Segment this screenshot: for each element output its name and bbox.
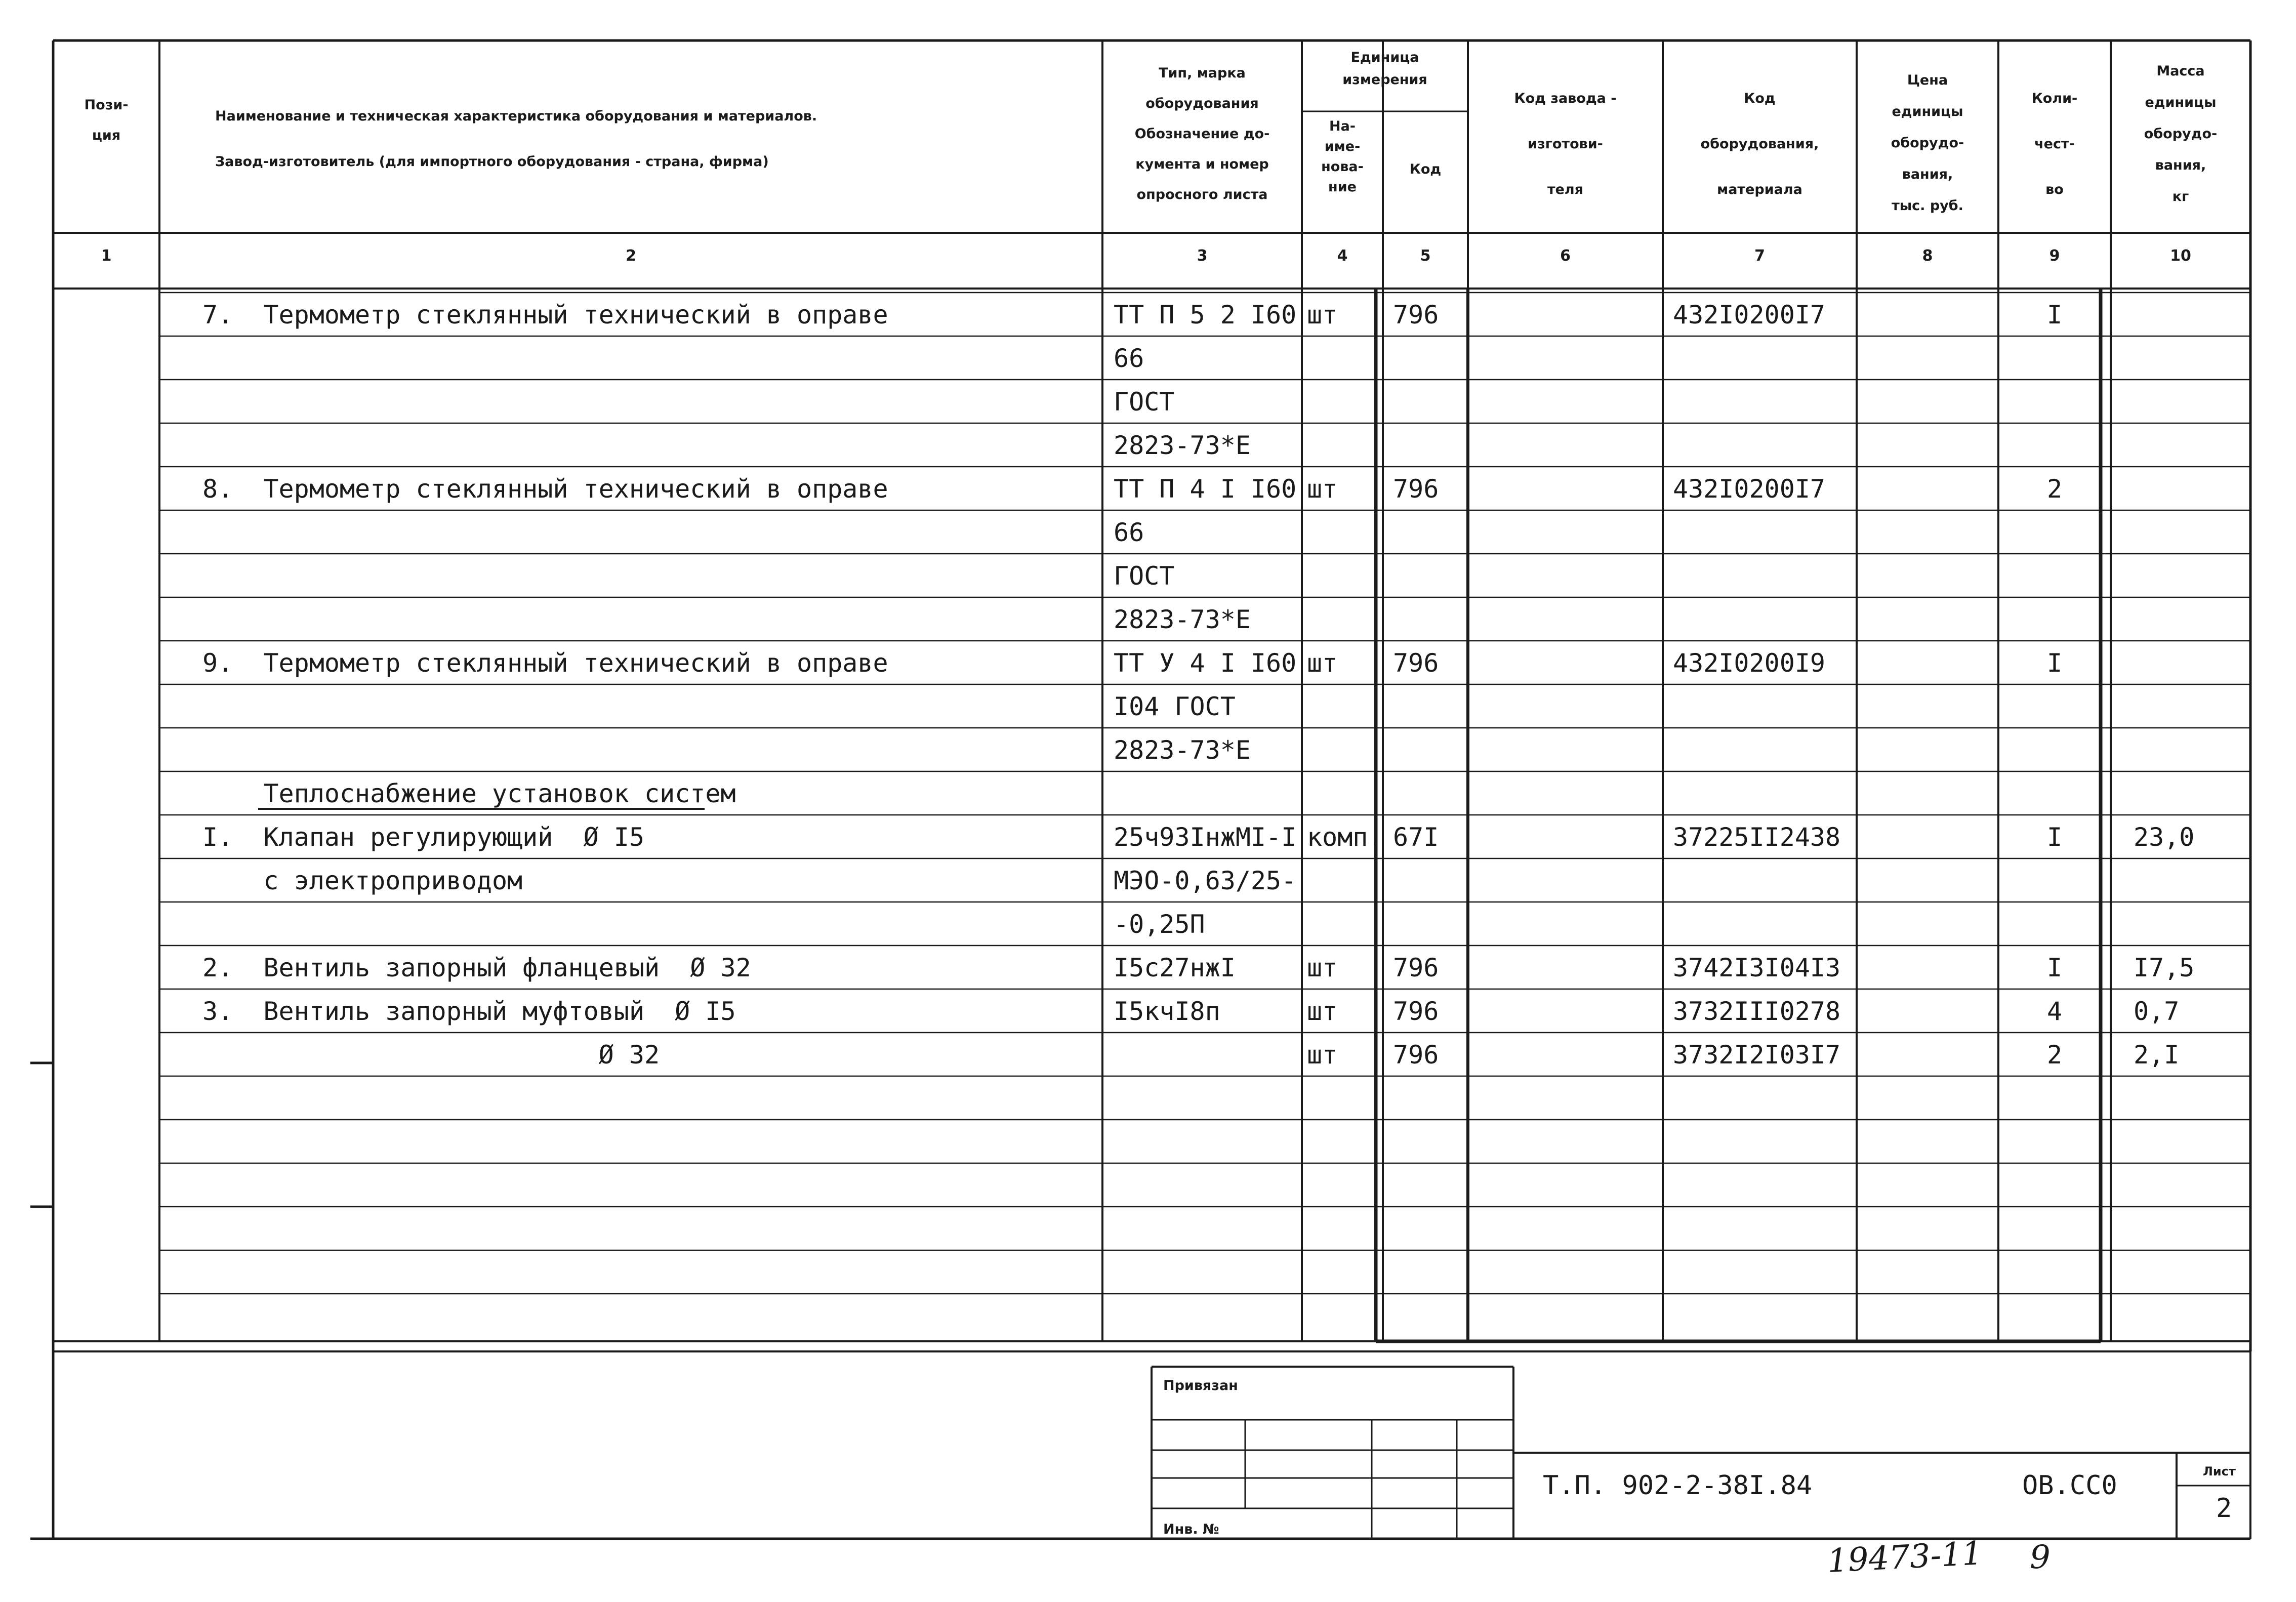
item-description: Теплоснабжение установок систем	[202, 779, 736, 808]
header-description: Наименование и техническая характеристика оборудования и материалов. Завод-изготовитель (для импортного оборудования - страна, фирма)	[215, 108, 817, 170]
column-number: 9	[2049, 247, 2060, 265]
item-material-code: 3732III0278	[1673, 997, 1841, 1026]
item-unit-code: 796	[1393, 953, 1439, 982]
item-type: 25ч93IнжМI-I	[1114, 823, 1297, 852]
column-number: 8	[1922, 247, 1933, 265]
item-unit-code: 796	[1393, 300, 1439, 330]
item-description: I. Клапан регулирующий Ø I5	[202, 823, 644, 852]
item-unit: комп.	[1307, 823, 1383, 852]
item-type: 2823-73*Е	[1114, 431, 1251, 460]
column-number: 6	[1560, 247, 1571, 265]
column-number: 5	[1420, 247, 1431, 265]
column-number: 1	[101, 247, 112, 265]
item-unit-code: 796	[1393, 474, 1439, 504]
item-material-code: 432I0200I9	[1673, 648, 1826, 678]
item-unit: шт	[1307, 474, 1338, 504]
column-number: 3	[1197, 247, 1208, 265]
item-description: 3. Вентиль запорный муфтовый Ø I5	[202, 997, 736, 1026]
item-description: 9. Термометр стеклянный технический в оправе	[202, 648, 888, 678]
column-number: 2	[626, 247, 636, 265]
item-type: ТТ У 4 I I60	[1114, 648, 1297, 678]
item-mass: I7,5	[2134, 953, 2195, 982]
item-material-code: 432I0200I7	[1673, 300, 1826, 330]
item-unit: шт	[1307, 648, 1338, 678]
item-quantity: I	[2046, 823, 2063, 852]
item-type: ГОСТ	[1114, 387, 1175, 417]
item-unit-code: 796	[1393, 648, 1439, 678]
item-description: с электроприводом	[202, 866, 523, 895]
item-unit: шт	[1307, 953, 1338, 982]
inventory-label: Инв. №	[1163, 1522, 1219, 1537]
handwritten-mark: 9	[2030, 1539, 2051, 1576]
item-material-code: 3742I3I04I3	[1673, 953, 1841, 982]
sheet-number: 2	[2216, 1493, 2232, 1524]
item-quantity: I	[2046, 953, 2063, 982]
item-type: 66	[1114, 344, 1144, 373]
item-type: ТТ П 5 2 I60	[1114, 300, 1297, 330]
handwritten-number: 19473-11	[1826, 1535, 1984, 1580]
header-unit-name: На- име- нова- ние	[1321, 118, 1364, 195]
item-quantity: 2	[2046, 1040, 2063, 1070]
item-unit-code: 796	[1393, 997, 1439, 1026]
sheet-code: ОВ.СС0	[2022, 1470, 2117, 1501]
item-quantity: 2	[2046, 474, 2063, 504]
header-type: Тип, марка оборудования Обозначение до- кумента и номер опросного листа	[1134, 65, 1270, 202]
item-unit-code: 67I	[1393, 823, 1439, 852]
sheet-label: Лист	[2203, 1464, 2236, 1478]
header-unit-group: Единица измерения	[1342, 50, 1427, 88]
item-material-code: 3732I2I03I7	[1673, 1040, 1841, 1070]
item-quantity: 4	[2046, 997, 2063, 1026]
item-type: ГОСТ	[1114, 561, 1175, 591]
header-position: Пози- ция	[84, 97, 129, 143]
item-type: I5с27нжI	[1114, 953, 1236, 982]
item-type: I04 ГОСТ	[1114, 692, 1236, 721]
item-unit: шт	[1307, 997, 1338, 1026]
item-quantity: I	[2046, 300, 2063, 330]
item-material-code: 37225II2438	[1673, 823, 1841, 852]
header-quantity: Коли- чест- во	[2031, 91, 2078, 197]
item-unit-code: 796	[1393, 1040, 1439, 1070]
item-description: 8. Термометр стеклянный технический в оправе	[202, 474, 888, 504]
item-type: МЭО-0,63/25-	[1114, 866, 1297, 895]
header-mass: Масса единицы оборудо- вания, кг	[2144, 63, 2218, 204]
header-unit-code: Код	[1409, 161, 1442, 177]
header-price: Цена единицы оборудо- вания, тыс. руб.	[1891, 72, 1964, 214]
item-mass: 23,0	[2134, 823, 2195, 852]
item-type: 2823-73*Е	[1114, 605, 1251, 634]
item-description: 2. Вентиль запорный фланцевый Ø 32	[202, 953, 751, 982]
header-material-code: Код оборудования, материала	[1700, 91, 1819, 197]
item-mass: 0,7	[2134, 997, 2180, 1026]
column-number: 4	[1337, 247, 1348, 265]
item-description: Ø 32	[202, 1040, 660, 1070]
column-number: 10	[2170, 247, 2191, 265]
item-unit: шт	[1307, 1040, 1338, 1070]
column-number: 7	[1754, 247, 1765, 265]
item-mass: 2,I	[2134, 1040, 2180, 1070]
item-type: -0,25П	[1114, 910, 1205, 939]
bound-label: Привязан	[1163, 1378, 1238, 1393]
item-unit: шт	[1307, 300, 1338, 330]
item-type: 2823-73*Е	[1114, 735, 1251, 765]
item-quantity: I	[2046, 648, 2063, 678]
item-type: ТТ П 4 I I60	[1114, 474, 1297, 504]
item-type: I5кчI8п	[1114, 997, 1220, 1026]
document-code: Т.П. 902-2-38I.84	[1543, 1470, 1813, 1501]
item-type: 66	[1114, 518, 1144, 547]
header-factory-code: Код завода - изготови- теля	[1514, 91, 1617, 197]
item-description: 7. Термометр стеклянный технический в оправе	[202, 300, 888, 330]
item-material-code: 432I0200I7	[1673, 474, 1826, 504]
